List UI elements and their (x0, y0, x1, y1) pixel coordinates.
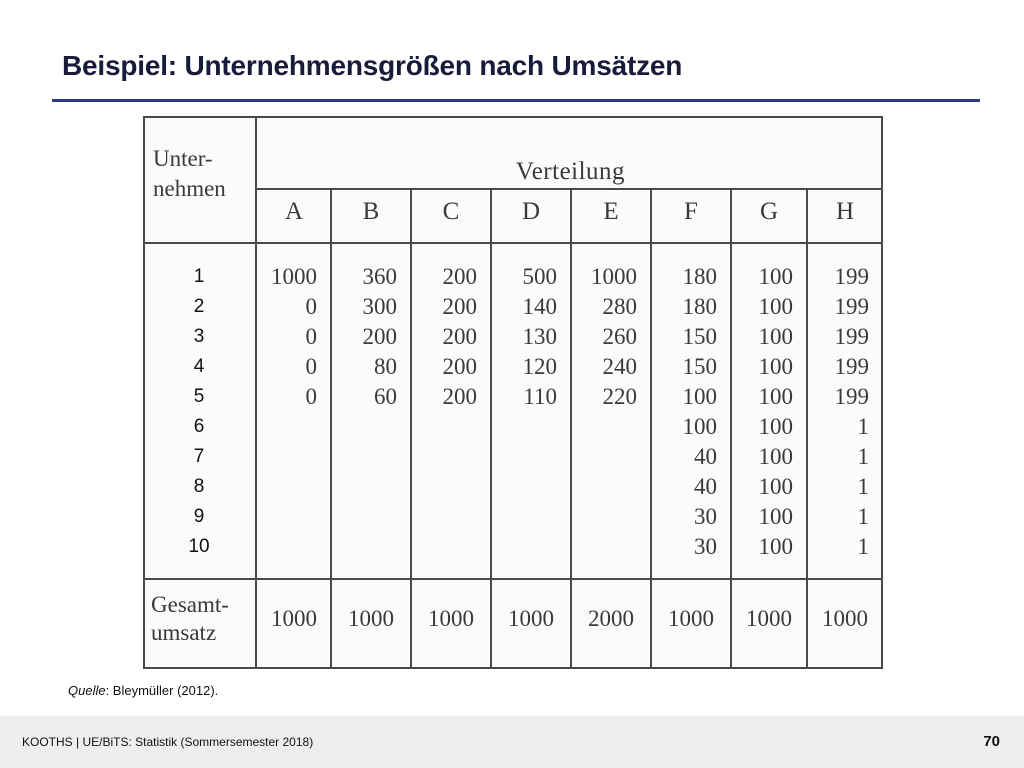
table-cell: 200 (362, 324, 397, 349)
row-labels (143, 262, 255, 562)
header-unternehmen-line1: Unter- (153, 146, 213, 171)
table-cell: 260 (602, 324, 637, 349)
row-label: 10 (188, 536, 210, 557)
row-label: 9 (193, 506, 205, 527)
table-cell: 100 (758, 504, 793, 529)
page-number: 70 (983, 733, 1000, 750)
table-cell: 220 (602, 384, 637, 409)
column-header-h: H (835, 198, 855, 225)
column-total-e: 2000 (588, 606, 634, 631)
column-values-f (651, 262, 717, 562)
header-unternehmen-line2: nehmen (153, 176, 226, 201)
table-cell: 100 (758, 264, 793, 289)
table-cell: 200 (442, 264, 477, 289)
table-cell: 40 (694, 444, 717, 469)
row-label: 8 (193, 476, 205, 497)
table-cell: 300 (362, 294, 397, 319)
table-cell: 1000 (591, 264, 637, 289)
source-text: : Bleymüller (2012). (105, 683, 219, 698)
table-cell: 0 (305, 384, 317, 409)
table-cell: 100 (682, 384, 717, 409)
header-verteilung: Verteilung (515, 158, 626, 185)
column-total-f: 1000 (668, 606, 714, 631)
table-cell: 150 (682, 324, 717, 349)
column-total-c: 1000 (428, 606, 474, 631)
column-values-e (571, 262, 637, 412)
table-cell: 199 (834, 264, 869, 289)
table-cell: 500 (522, 264, 557, 289)
table-cell: 140 (522, 294, 557, 319)
column-header-e: E (603, 198, 619, 225)
table-cell: 199 (834, 384, 869, 409)
table-cell: 180 (682, 294, 717, 319)
table-cell: 0 (305, 294, 317, 319)
table-cell: 100 (758, 384, 793, 409)
table-border-top (143, 116, 883, 118)
table-cell: 60 (374, 384, 397, 409)
table-cell: 100 (758, 354, 793, 379)
table-border-bottom (143, 667, 883, 669)
source-label: Quelle (68, 683, 106, 698)
table-cell: 120 (522, 354, 557, 379)
column-values-b (331, 262, 397, 412)
table-cell: 100 (758, 444, 793, 469)
source-note (68, 683, 218, 698)
table-cell: 1 (857, 534, 869, 559)
column-values-a (257, 262, 317, 412)
footer-text: KOOTHS | UE/BiTS: Statistik (Sommersemester 2018) (22, 735, 314, 749)
table-cell: 200 (442, 324, 477, 349)
table-divider-total (143, 578, 883, 580)
table-cell: 100 (758, 414, 793, 439)
table-cell: 200 (442, 384, 477, 409)
column-header-d: D (521, 198, 541, 225)
column-header-a: A (284, 198, 304, 225)
table-cell: 199 (834, 324, 869, 349)
slide-title: Beispiel: Unternehmensgrößen nach Umsätzen (62, 50, 683, 81)
column-values-d (491, 262, 557, 412)
table-cell: 199 (834, 294, 869, 319)
table-cell: 1 (857, 504, 869, 529)
row-label: 3 (193, 326, 205, 347)
table-cell: 360 (362, 264, 397, 289)
column-header-b: B (362, 198, 380, 225)
column-values-g (731, 262, 793, 562)
row-label: 6 (193, 416, 205, 437)
column-header-f: F (684, 198, 698, 225)
footer-gesamt-line1: Gesamt- (151, 592, 229, 617)
table-cell: 180 (682, 264, 717, 289)
footer-gesamtumsatz (151, 591, 255, 647)
table-cell: 280 (602, 294, 637, 319)
table-cell: 200 (442, 354, 477, 379)
table-cell: 30 (694, 534, 717, 559)
table-cell: 199 (834, 354, 869, 379)
table-cell: 240 (602, 354, 637, 379)
table-cell: 1 (857, 474, 869, 499)
column-header-g: G (759, 198, 779, 225)
table-cell: 40 (694, 474, 717, 499)
table-cell: 1 (857, 444, 869, 469)
table-cell: 100 (758, 324, 793, 349)
column-total-b: 1000 (348, 606, 394, 631)
table-cell: 110 (523, 384, 557, 409)
table-cell: 200 (442, 294, 477, 319)
table-cell: 1 (857, 414, 869, 439)
table-cell: 100 (758, 534, 793, 559)
row-label: 4 (193, 356, 205, 377)
slide-footer (0, 716, 1024, 768)
table-cell: 1000 (271, 264, 317, 289)
table-cell: 0 (305, 324, 317, 349)
column-header-c: C (442, 198, 460, 225)
table-cell: 100 (758, 474, 793, 499)
column-total-d: 1000 (508, 606, 554, 631)
footer-gesamt-line2: umsatz (151, 620, 217, 645)
column-values-c (411, 262, 477, 412)
table-cell: 0 (305, 354, 317, 379)
scanned-table (143, 116, 884, 669)
row-label: 7 (193, 446, 205, 467)
table-cell: 100 (682, 414, 717, 439)
table-cell: 100 (758, 294, 793, 319)
table-cell: 150 (682, 354, 717, 379)
column-total-h: 1000 (822, 606, 868, 631)
column-total-a: 1000 (271, 606, 317, 631)
row-label: 2 (193, 296, 205, 317)
table-cell: 130 (522, 324, 557, 349)
table-divider-header (143, 242, 883, 244)
title-underline (52, 99, 980, 102)
row-label: 1 (193, 266, 205, 287)
column-total-g: 1000 (746, 606, 792, 631)
row-label: 5 (193, 386, 205, 407)
header-unternehmen (147, 144, 261, 204)
table-cell: 30 (694, 504, 717, 529)
table-cell: 80 (374, 354, 397, 379)
column-values-h (807, 262, 869, 562)
